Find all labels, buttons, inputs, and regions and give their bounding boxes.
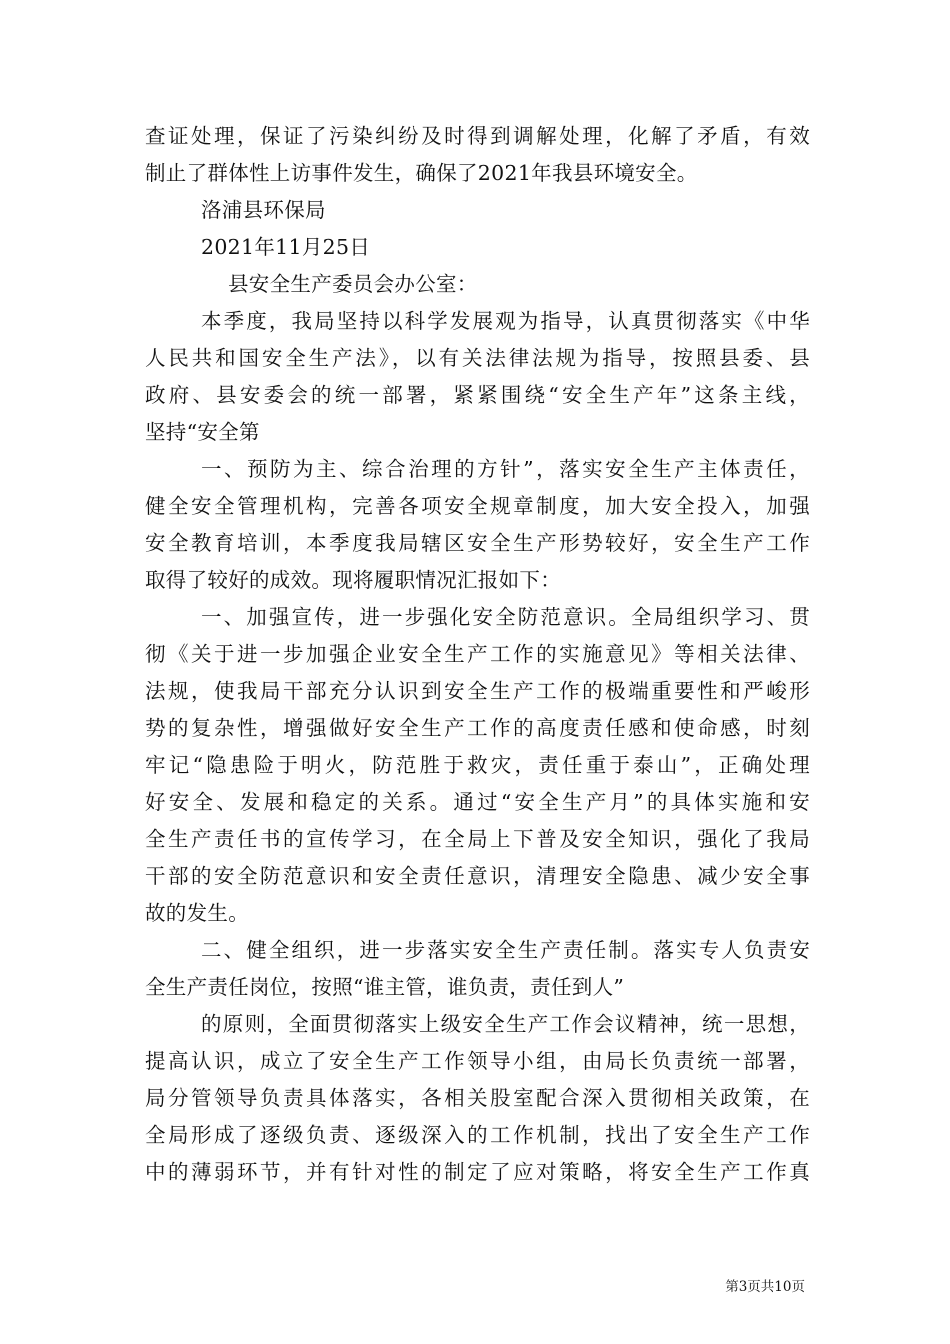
salutation: 县安全生产委员会办公室： bbox=[228, 272, 478, 296]
text-line: 人民共和国安全生产法》，以有关法律法规为指导，按照县委、县 bbox=[145, 346, 810, 370]
text-line: 安全教育培训，本季度我局辖区安全生产形势较好，安全生产工作 bbox=[145, 531, 810, 555]
text-line: 坚持“安全第 bbox=[145, 420, 260, 444]
text-line: 故的发生。 bbox=[145, 901, 249, 925]
text-line: 制止了群体性上访事件发生，确保了2021年我县环境安全。 bbox=[145, 161, 698, 185]
signature-date: 2021年11月25日 bbox=[201, 235, 371, 259]
text-line: 的原则，全面贯彻落实上级安全生产工作会议精神，统一思想， bbox=[201, 1012, 810, 1036]
text-line: 全生产责任岗位，按照“谁主管，谁负责，责任到人” bbox=[145, 975, 625, 999]
text-line: 一、加强宣传，进一步强化安全防范意识。全局组织学习、贯 bbox=[201, 605, 810, 629]
text-line: 健全安全管理机构，完善各项安全规章制度，加大安全投入，加强 bbox=[145, 494, 810, 518]
text-line: 查证处理，保证了污染纠纷及时得到调解处理，化解了矛盾，有效 bbox=[145, 124, 810, 148]
text-line: 全生产责任书的宣传学习，在全局上下普及安全知识，强化了我局 bbox=[145, 827, 810, 851]
page-number: 第3页共10页 bbox=[725, 1279, 805, 1295]
text-line: 本季度，我局坚持以科学发展观为指导，认真贯彻落实《中华 bbox=[201, 309, 810, 333]
text-line: 全局形成了逐级负责、逐级深入的工作机制，找出了安全生产工作 bbox=[145, 1123, 810, 1147]
signature-org: 洛浦县环保局 bbox=[201, 198, 326, 222]
document-body bbox=[145, 118, 810, 1191]
text-line: 二、健全组织，进一步落实安全生产责任制。落实专人负责安 bbox=[201, 938, 810, 962]
text-line: 干部的安全防范意识和安全责任意识，清理安全隐患、减少安全事 bbox=[145, 864, 810, 888]
text-line: 提高认识，成立了安全生产工作领导小组，由局长负责统一部署， bbox=[145, 1049, 810, 1073]
text-line: 牢记“隐患险于明火，防范胜于救灾，责任重于泰山”，正确处理 bbox=[145, 753, 810, 777]
text-line: 局分管领导负责具体落实，各相关股室配合深入贯彻相关政策，在 bbox=[145, 1086, 810, 1110]
text-line: 势的复杂性，增强做好安全生产工作的高度责任感和使命感，时刻 bbox=[145, 716, 810, 740]
text-line: 政府、县安委会的统一部署，紧紧围绕“安全生产年”这条主线， bbox=[145, 383, 810, 407]
text-line: 好安全、发展和稳定的关系。通过“安全生产月”的具体实施和安 bbox=[145, 790, 810, 814]
text-line: 法规，使我局干部充分认识到安全生产工作的极端重要性和严峻形 bbox=[145, 679, 810, 703]
text-line: 彻《关于进一步加强企业安全生产工作的实施意见》等相关法律、 bbox=[145, 642, 810, 666]
text-line: 中的薄弱环节，并有针对性的制定了应对策略，将安全生产工作真 bbox=[145, 1160, 810, 1184]
text-line: 取得了较好的成效。现将履职情况汇报如下： bbox=[145, 568, 561, 592]
text-line: 一、预防为主、综合治理的方针”，落实安全生产主体责任， bbox=[201, 457, 810, 481]
